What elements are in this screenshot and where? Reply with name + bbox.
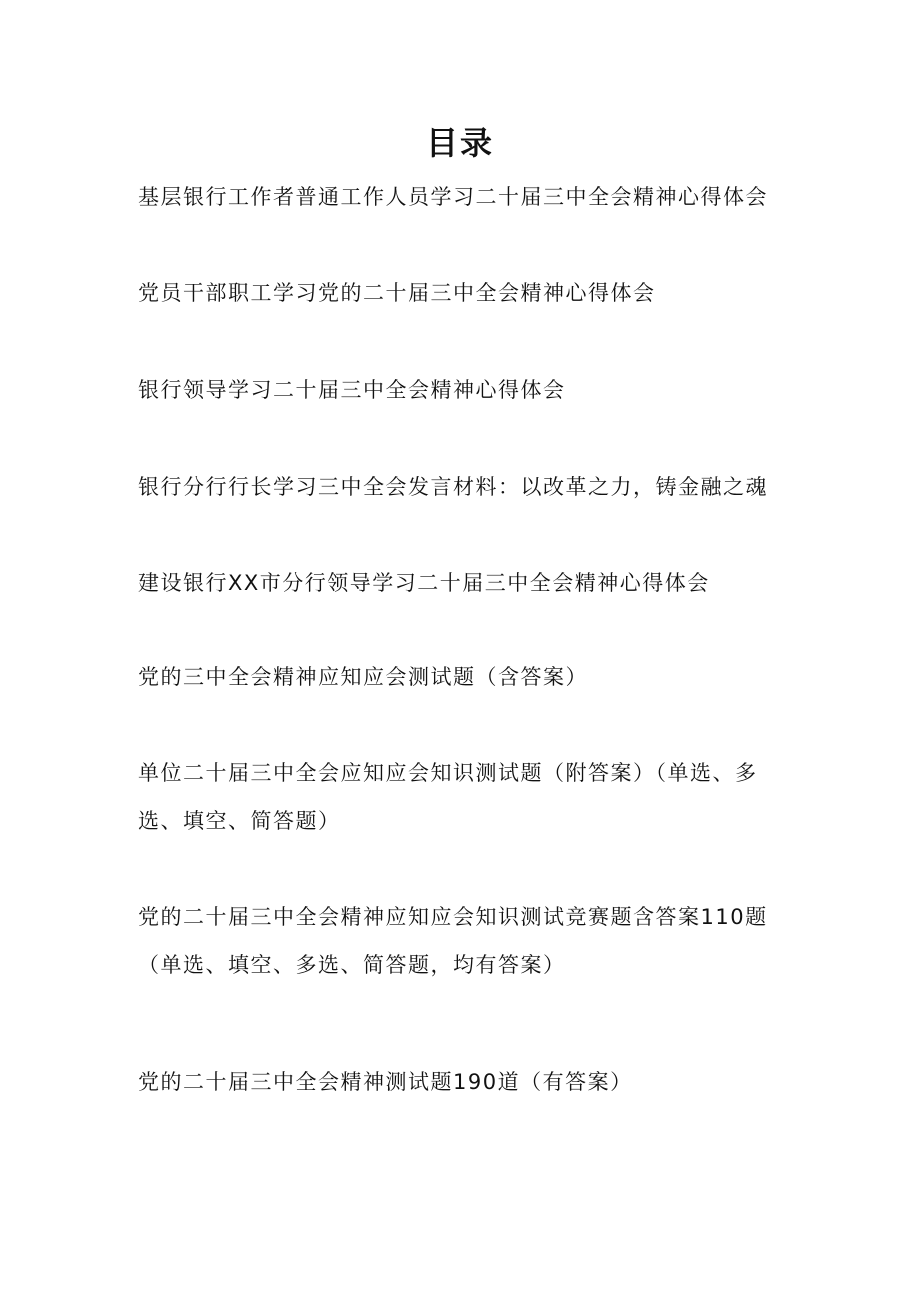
toc-item: 党的三中全会精神应知应会测试题（含答案） <box>138 665 588 689</box>
toc-item: 基层银行工作者普通工作人员学习二十届三中全会精神心得体会 <box>138 185 768 209</box>
toc-item: 银行领导学习二十届三中全会精神心得体会 <box>138 378 566 402</box>
toc-item: 党的二十届三中全会精神测试题190道（有答案） <box>138 1070 633 1094</box>
page-title: 目录 <box>425 124 494 162</box>
toc-item: 党员干部职工学习党的二十届三中全会精神心得体会 <box>138 281 656 305</box>
toc-item: 银行分行行长学习三中全会发言材料：以改革之力，铸金融之魂 <box>138 475 768 499</box>
toc-item: 建设银行XX市分行领导学习二十届三中全会精神心得体会 <box>138 571 710 595</box>
toc-item: 党的二十届三中全会精神应知应会知识测试竞赛题含答案110题（单选、填空、多选、简答题，均有答案） <box>138 905 768 977</box>
toc-item: 单位二十届三中全会应知应会知识测试题（附答案）（单选、多选、填空、简答题） <box>138 761 758 833</box>
